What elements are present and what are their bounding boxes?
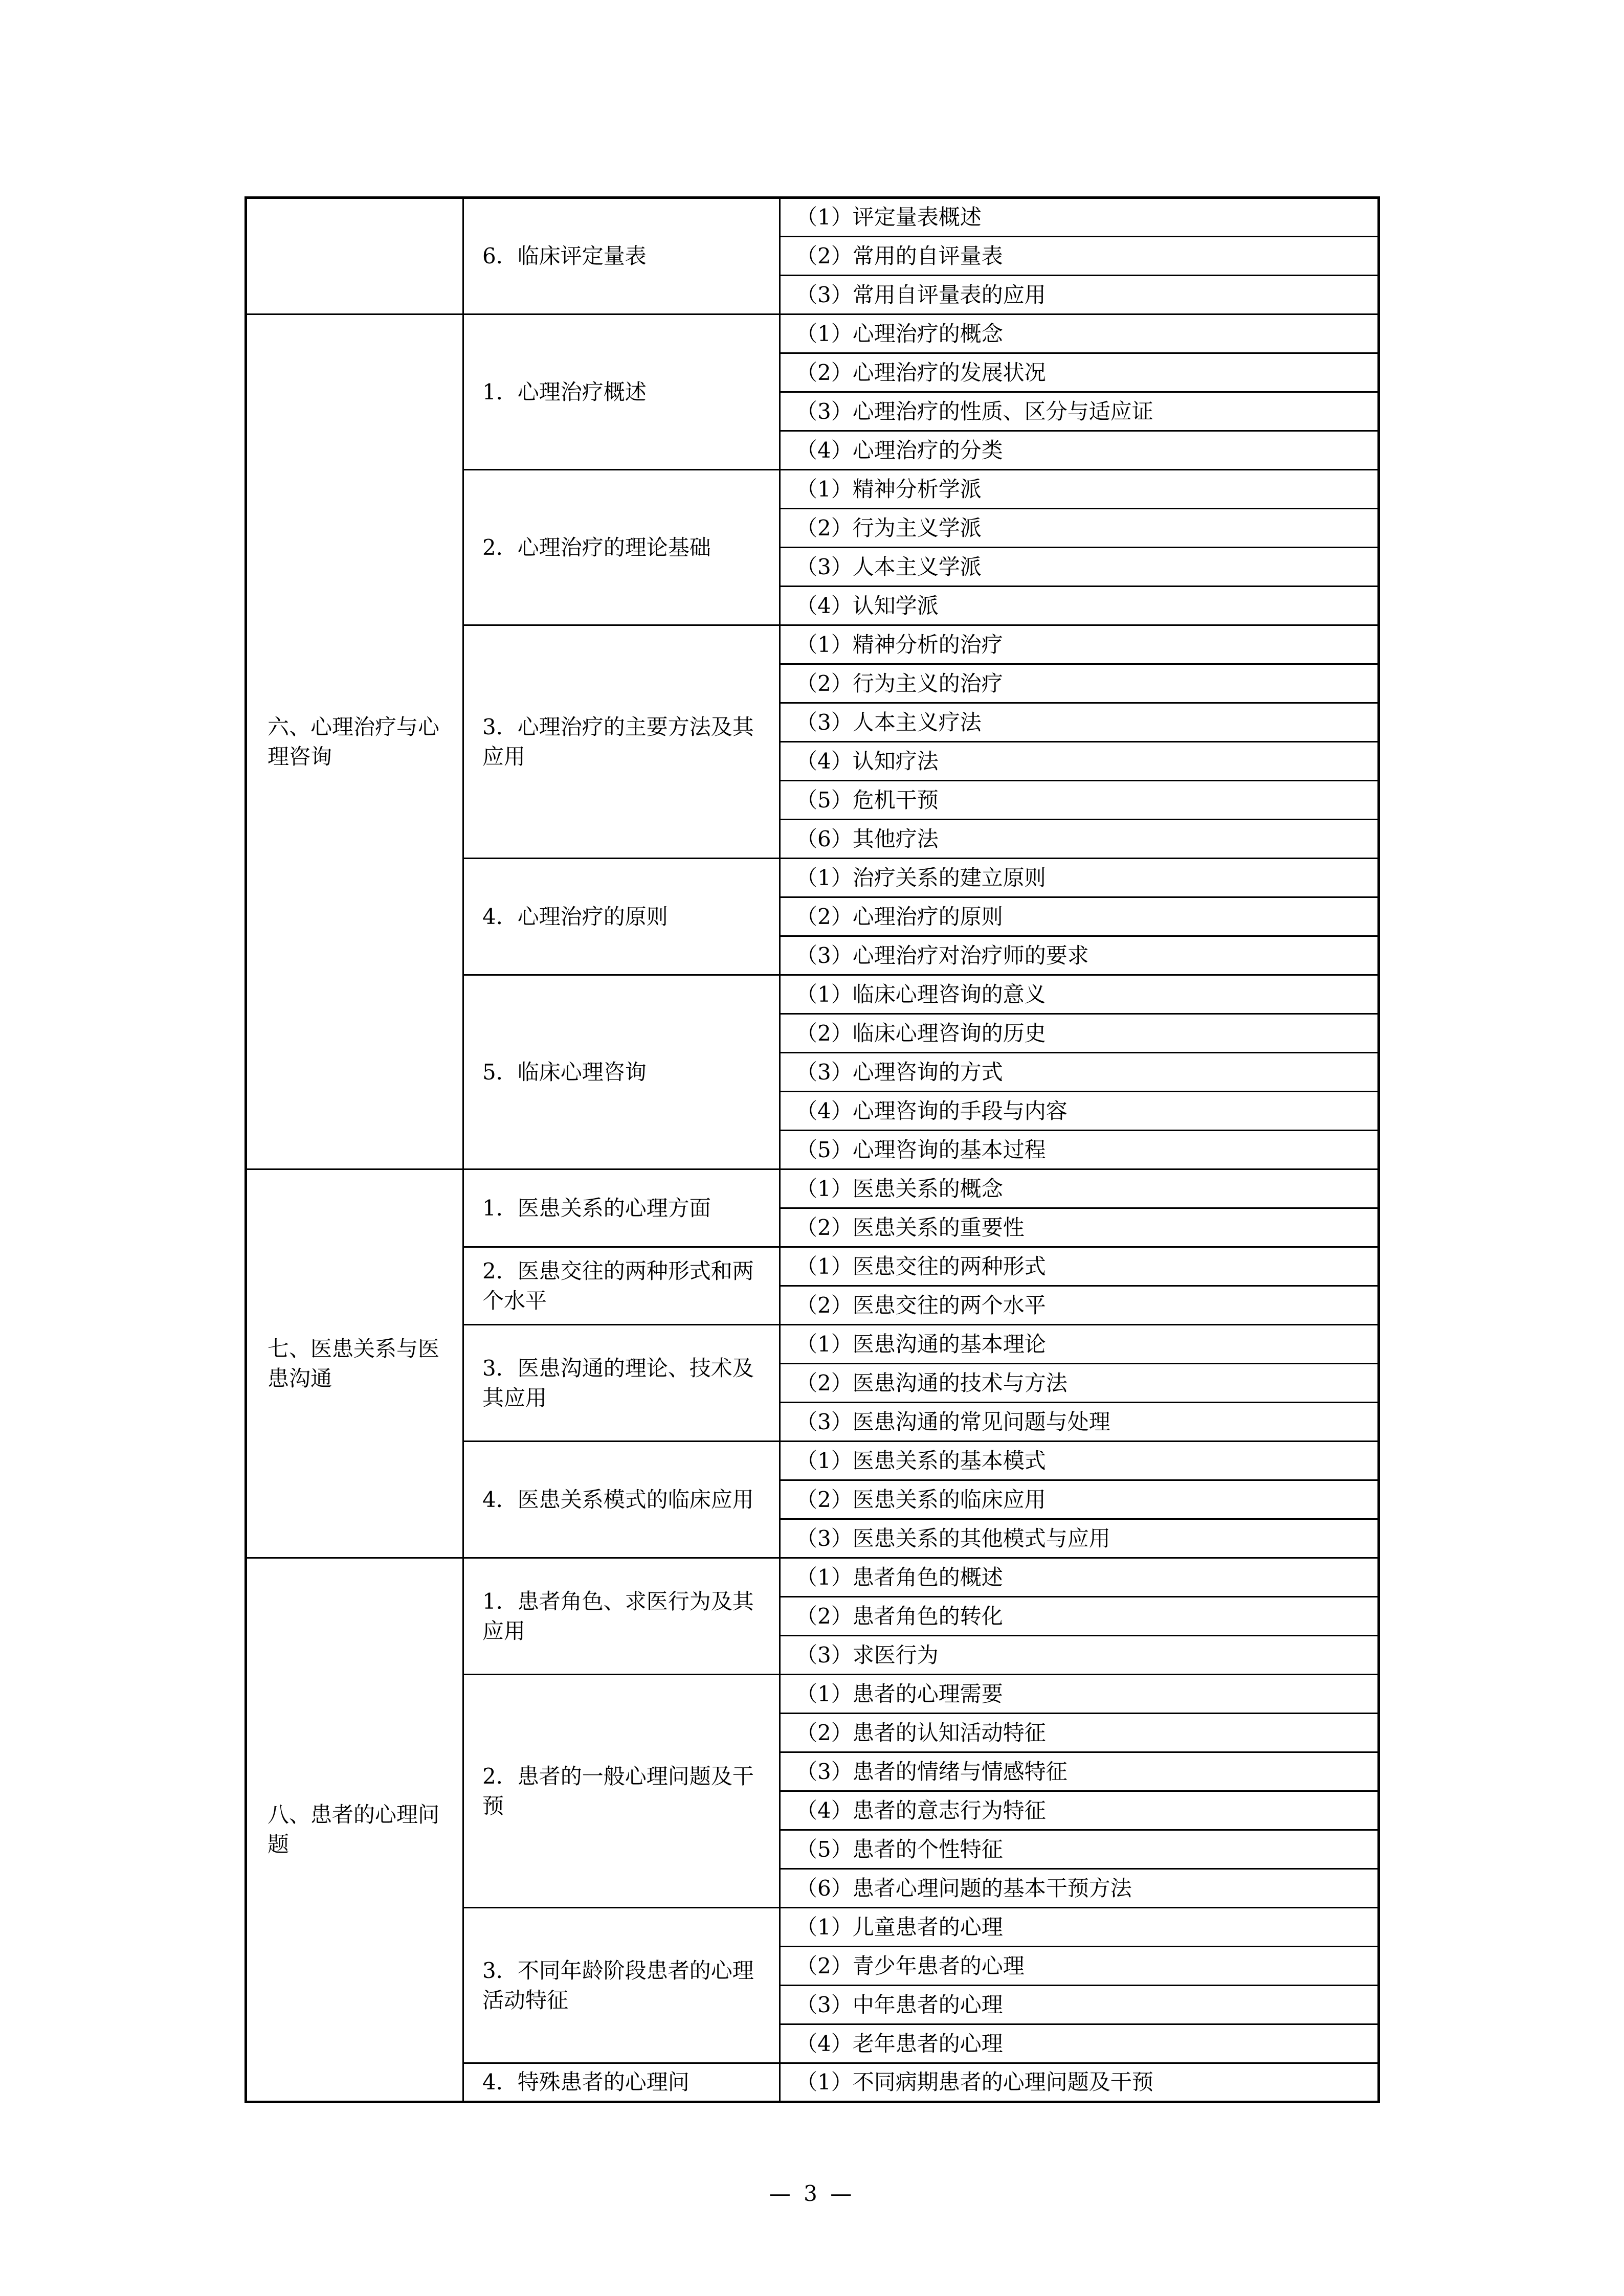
section-label-cell: 3．心理治疗的主要方法及其应用 <box>463 625 780 859</box>
section-label-cell: 1．患者角色、求医行为及其应用 <box>463 1558 780 1675</box>
point-cell: （2）医患沟通的技术与方法 <box>780 1364 1379 1403</box>
table-row <box>246 198 1379 237</box>
point-cell: （3）人本主义疗法 <box>780 703 1379 742</box>
section-label-cell: 6．临床评定量表 <box>463 198 780 314</box>
point-cell: （3）心理咨询的方式 <box>780 1053 1379 1092</box>
section-label-cell: 2．心理治疗的理论基础 <box>463 470 780 625</box>
point-cell: （4）老年患者的心理 <box>780 2024 1379 2063</box>
point-cell: （3）医患沟通的常见问题与处理 <box>780 1403 1379 1442</box>
point-cell: （2）行为主义学派 <box>780 509 1379 548</box>
chapter-title-cell: 七、医患关系与医患沟通 <box>246 1169 463 1558</box>
chapter-title-cell: 八、患者的心理问题 <box>246 1558 463 2102</box>
point-cell: （6）患者心理问题的基本干预方法 <box>780 1869 1379 1908</box>
point-cell: （2）心理治疗的发展状况 <box>780 353 1379 392</box>
section-label-cell: 4．特殊患者的心理问 <box>463 2063 780 2102</box>
point-cell: （3）患者的情绪与情感特征 <box>780 1752 1379 1791</box>
point-cell: （3）心理治疗对治疗师的要求 <box>780 936 1379 975</box>
point-cell: （4）认知学派 <box>780 587 1379 625</box>
point-cell: （1）不同病期患者的心理问题及干预 <box>780 2063 1379 2102</box>
page-number: — 3 — <box>769 2181 855 2206</box>
point-cell: （1）患者的心理需要 <box>780 1675 1379 1714</box>
point-cell: （2）心理治疗的原则 <box>780 897 1379 936</box>
point-cell: （1）临床心理咨询的意义 <box>780 975 1379 1014</box>
section-label-cell: 1．医患关系的心理方面 <box>463 1169 780 1247</box>
point-cell: （2）临床心理咨询的历史 <box>780 1014 1379 1053</box>
point-cell: （1）心理治疗的概念 <box>780 314 1379 353</box>
point-cell: （3）中年患者的心理 <box>780 1986 1379 2024</box>
point-cell: （1）评定量表概述 <box>780 198 1379 237</box>
point-cell: （2）青少年患者的心理 <box>780 1947 1379 1986</box>
section-label-cell: 4．心理治疗的原则 <box>463 859 780 975</box>
point-cell: （4）患者的意志行为特征 <box>780 1791 1379 1830</box>
section-label-cell: 3．医患沟通的理论、技术及其应用 <box>463 1325 780 1442</box>
point-cell: （3）医患关系的其他模式与应用 <box>780 1519 1379 1558</box>
point-cell: （1）治疗关系的建立原则 <box>780 859 1379 897</box>
point-cell: （1）医患关系的概念 <box>780 1169 1379 1208</box>
point-cell: （2）医患关系的重要性 <box>780 1208 1379 1247</box>
point-cell: （2）患者角色的转化 <box>780 1597 1379 1636</box>
point-cell: （5）患者的个性特征 <box>780 1830 1379 1869</box>
point-cell: （4）心理咨询的手段与内容 <box>780 1092 1379 1131</box>
point-cell: （1）医患交往的两种形式 <box>780 1247 1379 1286</box>
point-cell: （5）危机干预 <box>780 781 1379 820</box>
chapter-title-cell <box>246 198 463 314</box>
point-cell: （3）心理治疗的性质、区分与适应证 <box>780 392 1379 431</box>
table-row <box>246 1558 1379 1597</box>
table-row <box>246 1169 1379 1208</box>
point-cell: （1）医患沟通的基本理论 <box>780 1325 1379 1364</box>
point-cell: （2）常用的自评量表 <box>780 237 1379 276</box>
point-cell: （1）精神分析的治疗 <box>780 625 1379 664</box>
section-label-cell: 2．医患交往的两种形式和两个水平 <box>463 1247 780 1325</box>
point-cell: （1）精神分析学派 <box>780 470 1379 509</box>
section-label-cell: 5．临床心理咨询 <box>463 975 780 1169</box>
point-cell: （2）行为主义的治疗 <box>780 664 1379 703</box>
section-label-cell: 1．心理治疗概述 <box>463 314 780 470</box>
point-cell: （6）其他疗法 <box>780 820 1379 859</box>
point-cell: （4）心理治疗的分类 <box>780 431 1379 470</box>
point-cell: （1）儿童患者的心理 <box>780 1908 1379 1947</box>
point-cell: （3）常用自评量表的应用 <box>780 276 1379 314</box>
point-cell: （3）求医行为 <box>780 1636 1379 1675</box>
table-row <box>246 314 1379 353</box>
point-cell: （4）认知疗法 <box>780 742 1379 781</box>
point-cell: （2）医患交往的两个水平 <box>780 1286 1379 1325</box>
point-cell: （3）人本主义学派 <box>780 548 1379 587</box>
syllabus-table-body <box>246 198 1379 2102</box>
syllabus-table <box>244 196 1380 2103</box>
point-cell: （2）患者的认知活动特征 <box>780 1714 1379 1752</box>
chapter-title-cell: 六、心理治疗与心理咨询 <box>246 314 463 1169</box>
point-cell: （1）患者角色的概述 <box>780 1558 1379 1597</box>
point-cell: （5）心理咨询的基本过程 <box>780 1131 1379 1169</box>
section-label-cell: 2．患者的一般心理问题及干预 <box>463 1675 780 1908</box>
section-label-cell: 3．不同年龄阶段患者的心理活动特征 <box>463 1908 780 2063</box>
section-label-cell: 4．医患关系模式的临床应用 <box>463 1442 780 1558</box>
point-cell: （2）医患关系的临床应用 <box>780 1480 1379 1519</box>
point-cell: （1）医患关系的基本模式 <box>780 1442 1379 1480</box>
